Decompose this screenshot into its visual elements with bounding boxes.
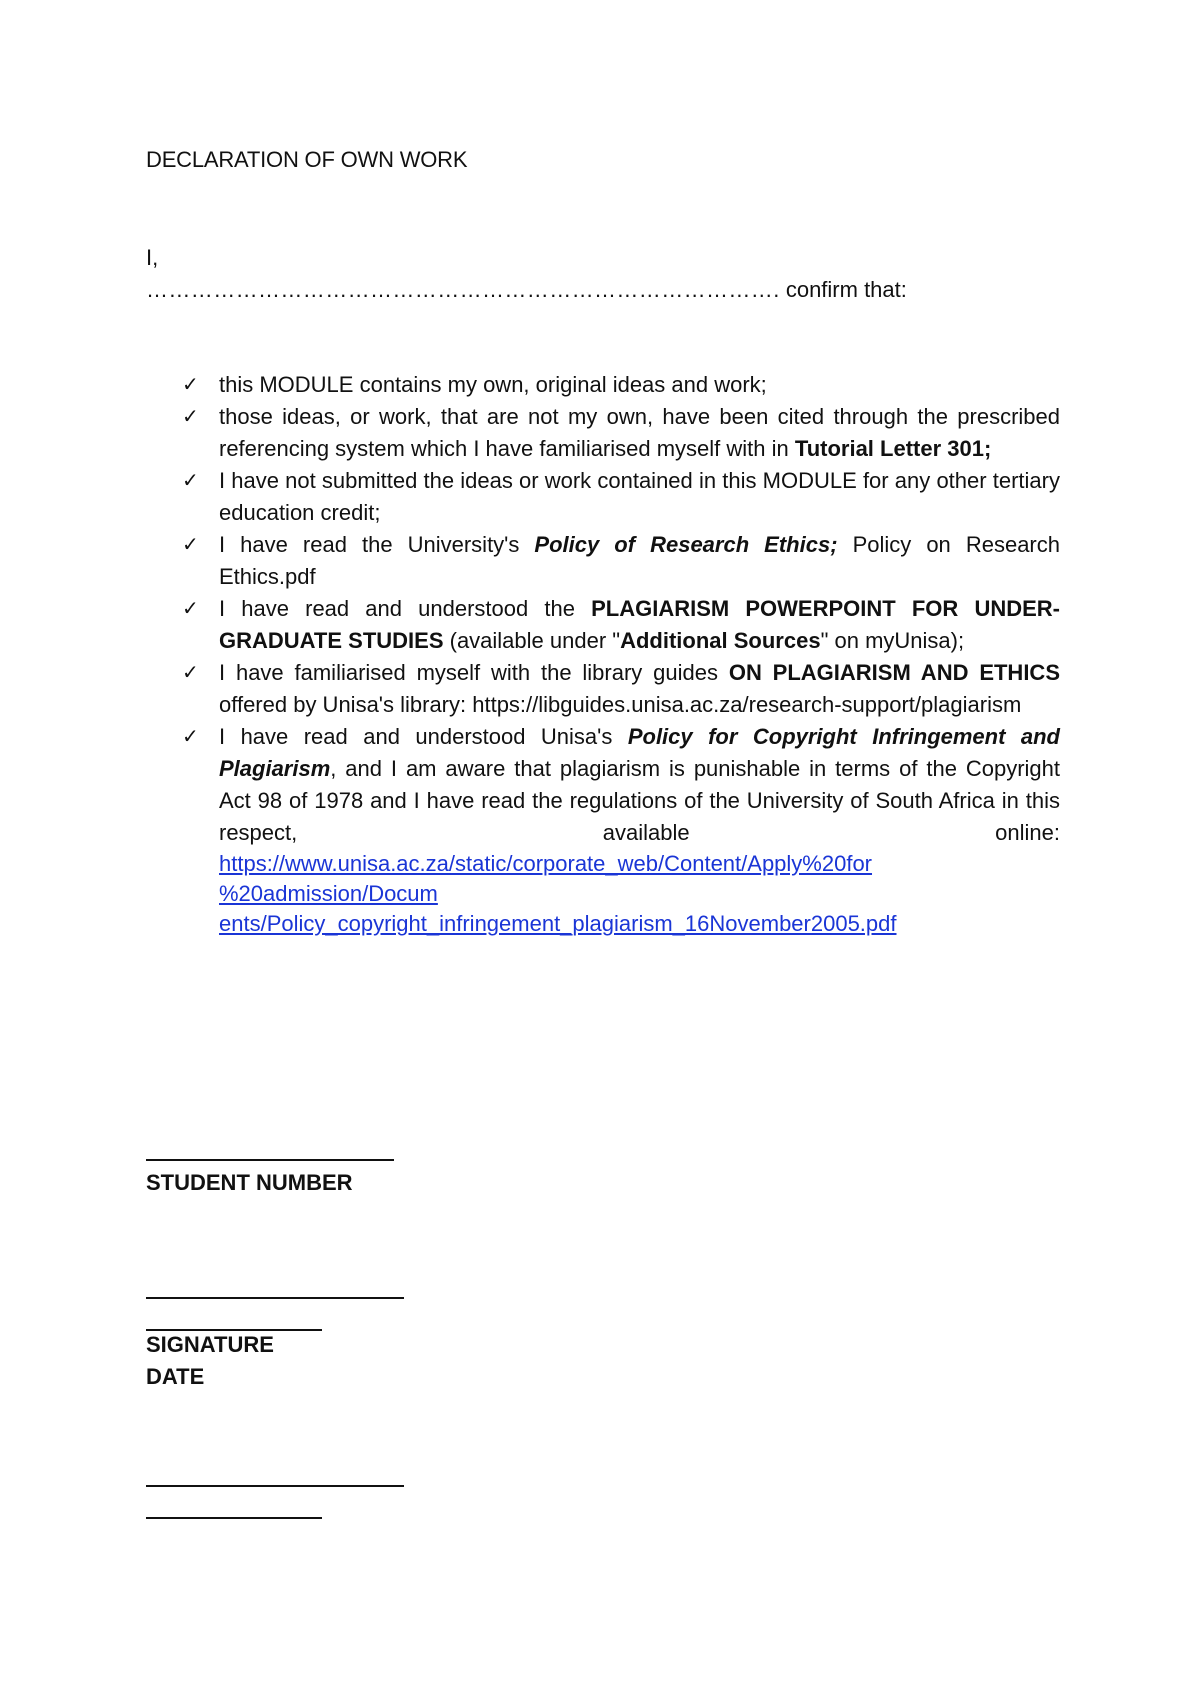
declaration-list <box>182 369 1060 939</box>
list-item <box>182 401 1060 465</box>
item-text-post: offered by Unisa's library: https://libguides.unisa.ac.za/research-support/plagiarism <box>219 692 1022 717</box>
item-text: I have familiarised myself with the library guides <box>219 660 729 685</box>
policy-link-line-1[interactable]: https://www.unisa.ac.za/static/corporate_web/Content/Apply%20for <box>219 851 873 876</box>
signature-line <box>146 1297 404 1299</box>
item-text: I have read and understood the <box>219 596 592 621</box>
item-bold-text: ON PLAGIARISM AND ETHICS <box>728 660 1060 685</box>
list-item <box>182 657 1060 721</box>
item-text: this MODULE contains my own, original ideas and work; <box>219 372 767 397</box>
list-item <box>182 369 1060 401</box>
list-item <box>182 529 1060 593</box>
item-text: I have read and understood Unisa's <box>219 724 628 749</box>
checkmark-icon: ✓ <box>182 534 199 556</box>
checkmark-icon: ✓ <box>182 374 199 396</box>
page-title: DECLARATION OF OWN WORK <box>146 147 468 172</box>
item-paragraph <box>219 721 1060 849</box>
student-number-label: STUDENT NUMBER <box>146 1170 353 1195</box>
list-item <box>182 721 1060 939</box>
item-text: I have read the University's <box>219 532 535 557</box>
date-line <box>146 1329 322 1331</box>
blank-line <box>146 1517 322 1519</box>
checkmark-icon: ✓ <box>182 662 199 684</box>
item-text: I have not submitted the ideas or work contained in this MODULE for any other tertiary education credit; <box>219 468 1060 525</box>
item-bold-text: PLAGIARISM POWERPOINT FOR UNDER-GRADUATE STUDIES <box>219 596 1060 653</box>
student-number-line <box>146 1159 394 1161</box>
item-text-post: , and I am aware that plagiarism is punishable in terms of the Copyright Act 98 of 1978 and I have read the regulations of the University of South Africa in this respect, available online: <box>219 756 1060 845</box>
policy-link-line-3[interactable]: ents/Policy_copyright_infringement_plagiarism_16November2005.pdf <box>219 911 897 936</box>
confirm-text: confirm that: <box>779 277 907 302</box>
item-bold-text: Tutorial Letter 301; <box>794 436 992 461</box>
item-text-mid: (available under " <box>443 628 621 653</box>
list-item <box>182 465 1060 529</box>
checkmark-icon: ✓ <box>182 598 199 620</box>
list-item <box>182 593 1060 657</box>
policy-link-line-2[interactable]: %20admission/Docum <box>219 881 438 906</box>
declarant-prefix: I, <box>146 245 159 270</box>
item-bold-text-2: Additional Sources <box>620 628 821 653</box>
item-bold-italic-text: Policy for Copyright Infringement and Plagiarism <box>219 724 1060 781</box>
item-text-post: " on myUnisa); <box>820 628 965 653</box>
item-text-post: Policy on Research Ethics.pdf <box>219 532 1060 589</box>
checkmark-icon: ✓ <box>182 406 199 428</box>
checkmark-icon: ✓ <box>182 470 199 492</box>
item-text: those ideas, or work, that are not my own, have been cited through the prescribed referencing system which I have familiarised myself with in <box>219 404 1060 461</box>
item-bold-italic-text: Policy of Research Ethics; <box>534 532 838 557</box>
blank-line <box>146 1485 404 1487</box>
checkmark-icon: ✓ <box>182 726 199 748</box>
signature-label: SIGNATURE <box>146 1332 274 1357</box>
date-label: DATE <box>146 1364 205 1389</box>
declarant-name-line <box>146 277 907 303</box>
name-blank-dots: …………………………………………………………………………. <box>146 277 780 302</box>
